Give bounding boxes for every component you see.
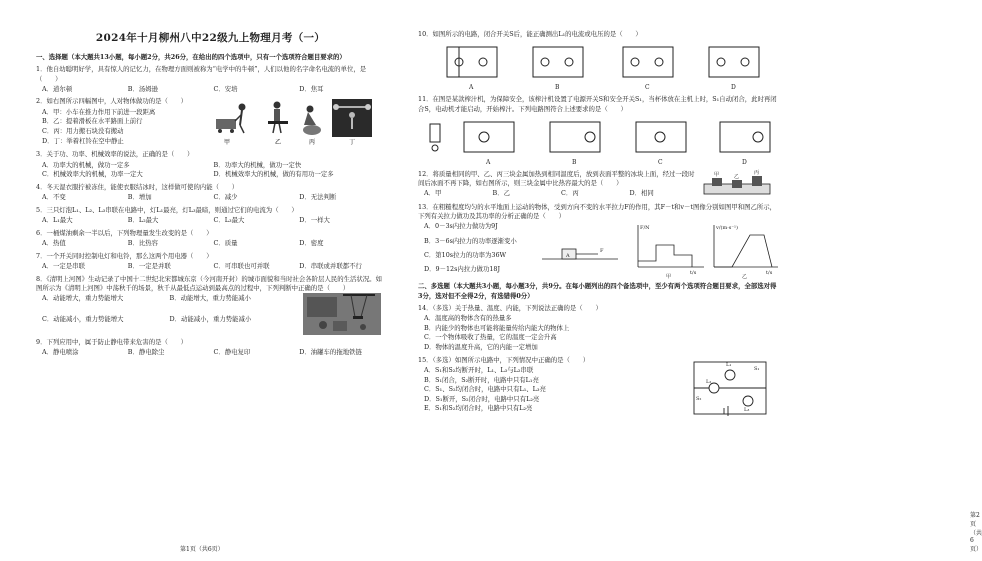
option-c: C．静电复印: [213, 348, 251, 357]
question-1-text: 1．他自幼聪明好学，具有惊人的记忆力，在物理方面则被称为“电学中的牛顿”，人们以他的名字命名电流的单位，是（ ）: [36, 65, 367, 83]
option-c: C．第10s拉力的功率为36W: [424, 250, 507, 259]
question-1-options: [42, 85, 385, 95]
question-13-text: 13．在粗糙程度均匀的水平地面上运动的物体，受到方向不变的水平拉力F的作用，其F－t和v－t图像分别如图甲和图乙所示，下列有关拉力做功及其功率的分析正确的是（ ）: [418, 202, 777, 221]
left-page: [0, 0, 397, 561]
page-title: 2024年十月柳州八中22级九上物理月考（一）: [95, 32, 326, 44]
question-2-figure: [212, 97, 377, 147]
question-1: [36, 65, 385, 94]
question-6: [36, 229, 385, 249]
option-c: C．动能减小，重力势能增大: [42, 314, 124, 323]
question-11: [418, 95, 780, 168]
option-d: D．机械效率大的机械，做的有用功一定多: [213, 170, 334, 179]
option-a: A．甲：小车在推力作用下前进一段距离: [42, 107, 156, 116]
option-c: C．L₃最大: [213, 216, 245, 225]
block-label: A: [566, 253, 570, 260]
circuit-label-b: B: [572, 158, 577, 166]
question-11-circuits: [418, 116, 780, 168]
question-15: [418, 356, 780, 422]
question-13-figure: [538, 221, 780, 279]
option-b: B．乙: [492, 189, 510, 198]
circuit-label-a: A: [486, 158, 491, 166]
circuit-label-d: D: [731, 84, 736, 92]
option-a: A．温度高的物体含有的热量多: [424, 314, 512, 323]
question-9-text: 9．下列应用中，属于防止静电带来危害的是（ ）: [36, 338, 188, 347]
question-8: [36, 275, 385, 336]
question-3: [36, 150, 385, 180]
graph-label-jia: 甲: [666, 274, 672, 281]
page-number-right: 第2页（共6页）: [970, 512, 982, 553]
question-8-text: 8．《清明上河图》生动记录了中国十二世纪北宋都城东京（今河南开封）的城市面貌和当时社会各阶层人民的生活状况。如图所示为《清明上河图》中荡秋千的场景，秋千从最低点运动到最高点的过程中，下列判断中正确的是（ ）: [36, 274, 382, 292]
figure-label-bing: 丙: [309, 139, 316, 147]
question-10-figure: [429, 41, 769, 93]
option-c: C．丙: [561, 189, 579, 198]
question-10-text: 10．如图所示的电路，闭合开关S后，能正确测出L₁的电流或电压的是（ ）: [418, 30, 642, 38]
option-b: B．乙：提着滑板在水平路面上前行: [42, 117, 143, 126]
option-d: D．S₁断开，S₂闭合时，电路中只有L₂亮: [424, 394, 540, 403]
question-4-text: 4．冬天湿衣服拧被冻住，能使衣服结冰时，这样做可使的内能（ ）: [36, 182, 239, 191]
block-label-yi: 乙: [734, 173, 740, 180]
question-5-text: 5．三只灯泡L₁、L₂、L₃串联在电路中，灯L₁最亮，灯L₃最暗，则通过它们的电流为（ ）: [36, 205, 298, 214]
axis-label-t2: t/s: [766, 270, 773, 277]
block-label-bing: 丙: [754, 169, 760, 176]
swing-painting-figure: [303, 293, 381, 335]
question-14: [418, 304, 780, 353]
figure-label-jia: 甲: [224, 139, 231, 147]
question-5-options: [42, 216, 385, 226]
option-c: C．一个物体吸收了热量，它的温度一定会升高: [424, 333, 557, 342]
option-c: C．安培: [213, 84, 238, 93]
option-d: D．无法判断: [299, 193, 337, 202]
circuit-label-d: D: [742, 158, 747, 166]
question-12: [418, 170, 780, 200]
option-b: B．L₂最大: [127, 216, 159, 225]
question-14-text: 14．（多选）关于热量、温度、内能，下列说法正确的是（ ）: [418, 303, 602, 312]
switch-label-s1: S₁: [754, 365, 760, 372]
option-a: A．甲: [424, 189, 442, 198]
option-d: D．9－12s内拉力做功18J: [424, 265, 501, 274]
question-9-options: [42, 348, 385, 358]
option-c: C．质量: [213, 239, 238, 248]
option-b: B．动能增大，重力势能减小: [169, 294, 251, 303]
block-label-jia: 甲: [714, 171, 720, 178]
option-a: A．热值: [42, 239, 66, 248]
question-15-text: 15．（多选）如图所示电路中，下列情况中正确的是（ ）: [418, 355, 590, 364]
question-10: [418, 30, 780, 93]
lamp-label-l3: L₃: [744, 406, 750, 413]
option-c: C．可串联也可并联: [213, 261, 270, 270]
question-3-options: [42, 161, 385, 180]
circuit-label-c: C: [645, 84, 650, 92]
question-4: [36, 183, 385, 203]
graph-label-yi: 乙: [742, 274, 748, 281]
option-b: B．增加: [127, 193, 152, 202]
question-10-circuits: [418, 41, 780, 93]
option-a: A．L₁最大: [42, 216, 73, 225]
question-3-text: 3．关于功、功率、机械效率的说法，正确的是（ ）: [36, 150, 194, 159]
question-14-options: [424, 314, 780, 352]
question-7: [36, 252, 385, 272]
option-b: B．功率大的机械，做功一定快: [213, 160, 302, 169]
option-d: D．物体的温度升高，它的内能一定增加: [424, 343, 538, 352]
question-6-options: [42, 239, 385, 249]
figure-label-ding: 丁: [349, 139, 356, 147]
circuit-label-b: B: [555, 84, 560, 92]
option-a: A．S₁和S₂均断开时，L₁、L₃与L₂串联: [424, 365, 534, 374]
question-2-text: 2．如右图所示四幅图中，人对物体做功的是（ ）: [36, 97, 188, 106]
question-4-options: [42, 193, 385, 203]
option-b: B．静电除尘: [127, 348, 165, 357]
question-2-options: [42, 108, 206, 146]
question-2: [36, 97, 385, 147]
option-d: D．动能减小，重力势能减小: [169, 314, 252, 323]
section-1-heading: 一、选择题（本大题共13小题，每小题2分，共26分，在给出的四个选项中，只有一个选项符合题目要求的）: [36, 53, 346, 61]
option-a: A．动能增大，重力势能增大: [42, 294, 124, 303]
option-c: C．机械效率大的机械，功率一定大: [42, 170, 143, 179]
option-d: D．油罐车的拖地铁链: [299, 348, 362, 357]
axis-label-t1: t/s: [690, 270, 697, 277]
question-11-figure: [424, 116, 774, 168]
question-6-text: 6．一桶煤油剩余一半以后，下列物理量发生改变的是（ ）: [36, 228, 213, 237]
force-label: F: [600, 248, 604, 255]
option-a: A．静电喷涂: [42, 348, 79, 357]
option-b: B．一定是并联: [127, 261, 171, 270]
option-d: D．焦耳: [299, 84, 324, 93]
question-8-options: [42, 294, 297, 335]
option-d: D．串联或并联都不行: [299, 261, 362, 270]
lamp-label-l2: L₂: [706, 378, 712, 385]
option-d: D．相同: [629, 189, 654, 198]
question-12-options: [424, 189, 698, 199]
page-number-left: 第1页（共6页）: [180, 546, 224, 553]
option-d: D．密度: [299, 239, 324, 248]
axis-label-fn: F/N: [640, 225, 650, 232]
question-9: [36, 338, 385, 358]
lamp-label-l1: L₁: [726, 361, 732, 368]
ice-block-figure: [702, 170, 774, 200]
option-a: A．道尔顿: [42, 84, 73, 93]
option-b: B．汤姆逊: [127, 84, 159, 93]
option-d: D．丁：举着杠铃在空中静止: [42, 136, 124, 145]
option-a: A．功率大的机械，做功一定多: [42, 160, 130, 169]
option-d: D．一样大: [299, 216, 330, 225]
option-c: C．丙：用力搬石块没有搬动: [42, 126, 124, 135]
question-5: [36, 206, 385, 226]
question-13-options: [424, 222, 538, 279]
question-7-options: [42, 262, 385, 272]
option-b: B．S₁闭合，S₂断开时，电路中只有L₁亮: [424, 375, 539, 384]
question-7-text: 7．一个开关同时控制电灯和电铃，那么这两个用电器（ ）: [36, 251, 213, 260]
question-15-figure: [688, 356, 772, 422]
circuit-label-c: C: [658, 158, 663, 166]
question-12-text: 12．将质量相同的甲、乙、丙三块金属加热到相同温度后，放到表面平整的冰块上面，经过一段时间后冰面不再下降，如右图所示，则三块金属中比热容最大的是（ ）: [418, 169, 695, 188]
axis-label-v: v/(m·s⁻¹): [716, 225, 738, 232]
option-b: B．内能少的物体也可能将能量传给内能大的物体上: [424, 323, 570, 332]
option-c: C．S₁、S₂均闭合时，电路中只有L₁、L₃亮: [424, 385, 546, 394]
question-13: [418, 203, 780, 280]
question-15-options: [424, 366, 688, 414]
option-e: E．S₁和S₂均闭合时，电路中只有L₂亮: [424, 404, 533, 413]
option-c: C．减少: [213, 193, 238, 202]
option-a: A．不变: [42, 193, 66, 202]
option-b: B．比热容: [127, 239, 159, 248]
circuit-label-a: A: [469, 84, 474, 92]
option-a: A．0－3s内拉力做功为9J: [424, 222, 498, 231]
option-a: A．一定是串联: [42, 261, 85, 270]
figure-label-yi: 乙: [275, 139, 282, 147]
option-b: B．3－6s内拉力的功率逐渐变小: [424, 236, 517, 245]
right-page: [400, 0, 982, 561]
switch-label-s2: S₂: [696, 395, 702, 402]
section-2-heading: 二、多选题（本大题共3小题，每小题3分，共9分。在每小题列出的四个备选项中，至少有两个选项符合题目要求，全部选对得3分，选对但不全得2分，有选错得0分）: [418, 282, 777, 300]
question-11-text: 11．在图是某款榨汁机，为保障安全，该榨汁机设置了电源开关S和安全开关S₁，当杯体放在主机上时，S₁自动闭合，此时再闭合S，电动机才能启动，开始榨汁。下列电路图符合上述要求的是（ ）: [418, 95, 777, 113]
